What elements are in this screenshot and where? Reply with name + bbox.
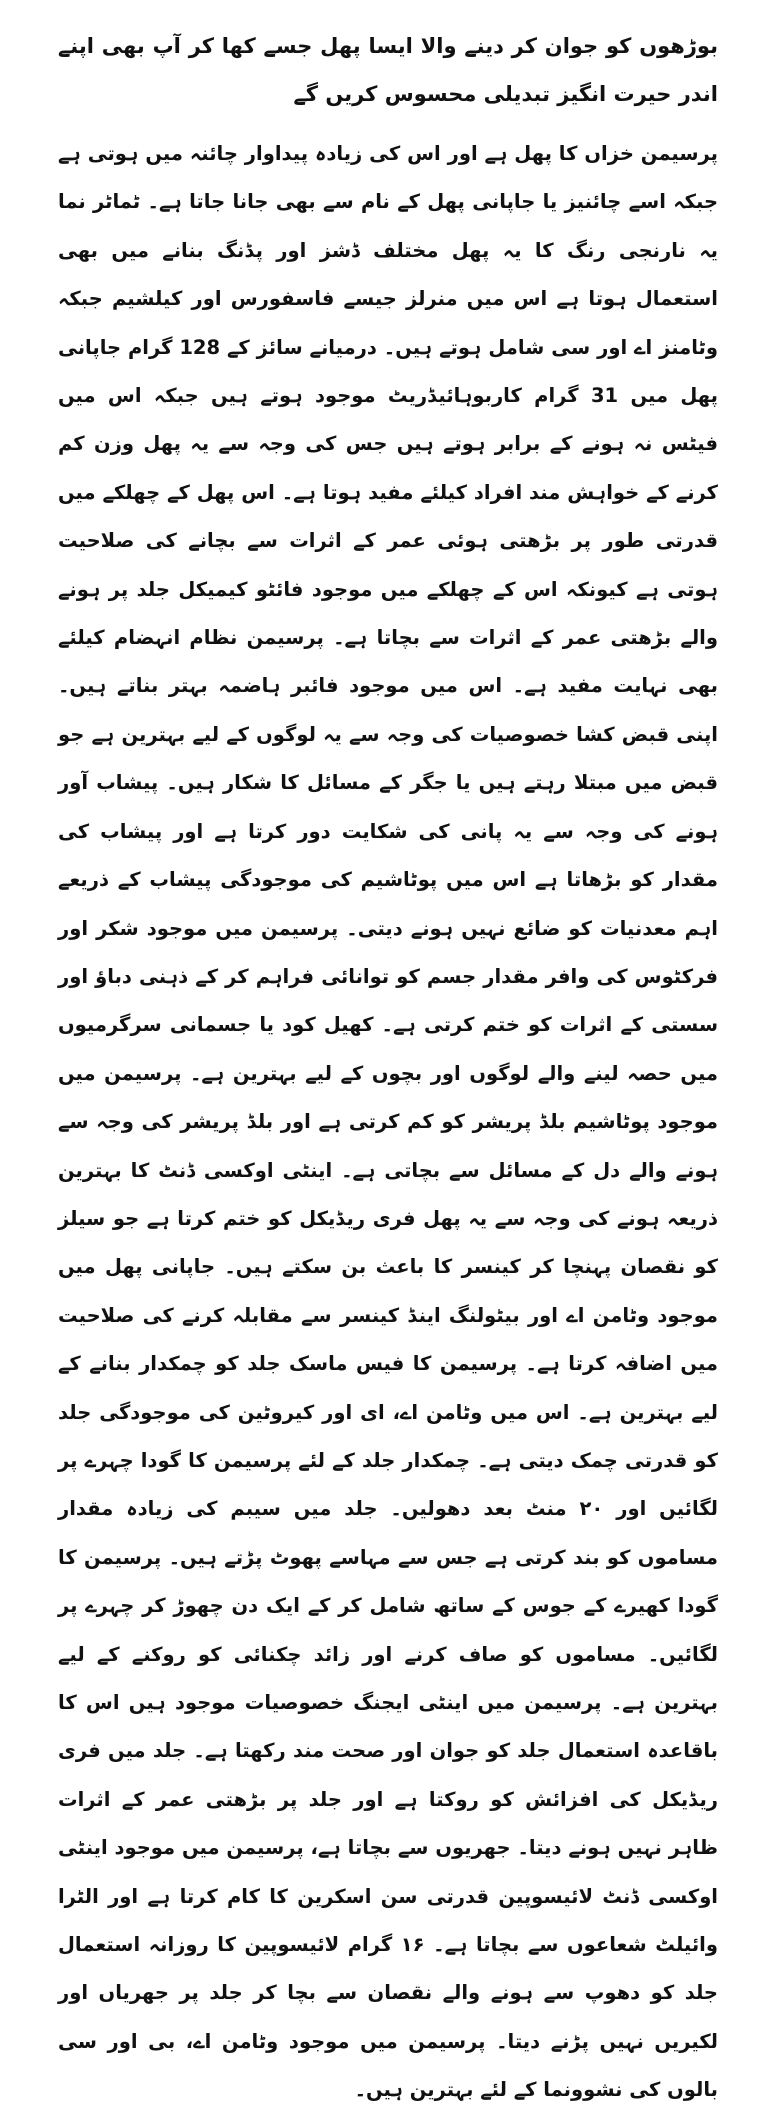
article-headline: بوڑھوں کو جوان کر دینے والا ایسا پھل جسے کھا کر آپ بھی اپنے اندر حیرت انگیز تبدیلی محسوس کریں گے bbox=[58, 34, 718, 106]
article-body: پرسیمن خزاں کا پھل ہے اور اس کی زیادہ پیداوار چائنہ میں ہوتی ہے جبکہ اسے چائنیز یا جاپانی پھل کے نام سے بھی جانا جاتا ہے۔ ٹماٹر نما یہ نارنجی رنگ کا یہ پھل مختلف ڈشز اور پڈنگ بنانے میں بھی استعمال ہوتا ہے اس میں منرلز جیسے فاسفورس اور کیلشیم جبکہ وٹامنز اے اور سی شامل ہوتے ہیں۔ درمیانے سائز کے 128 گرام جاپانی پھل میں 31 گرام کاربوہائیڈریٹ موجود ہوتے ہیں جبکہ اس میں فیٹس نہ ہونے کے برابر ہوتے ہیں جس کی وجہ سے یہ پھل وزن کم کرنے کے خواہش مند افراد کیلئے مفید ہوتا ہے۔ اس پھل کے چھلکے میں قدرتی طور پر بڑھتی ہوئی عمر کے اثرات سے بچانے کی صلاحیت ہوتی ہے کیونکہ اس کے چھلکے میں موجود فائٹو کیمیکل جلد پر ہونے والے بڑھتی عمر کے اثرات سے بچاتا ہے۔ پرسیمن نظام انہضام کیلئے بھی نہایت مفید ہے۔ اس میں موجود فائبر ہاضمہ بہتر بناتے ہیں۔ اپنی قبض کشا خصوصیات کی وجہ سے یہ لوگوں کے لیے بہترین ہے جو قبض میں مبتلا رہتے ہیں یا جگر کے مسائل کا شکار ہیں۔ پیشاب آور ہونے کی وجہ سے یہ پانی کی شکایت دور کرتا ہے اور پیشاب کی مقدار کو بڑھاتا ہے اس میں پوٹاشیم کی موجودگی پیشاب کے ذریعے اہم معدنیات کو ضائع نہیں ہونے دیتی۔ پرسیمن میں موجود شکر اور فرکٹوس کی وافر مقدار جسم کو توانائی فراہم کر کے ذہنی دباؤ اور سستی کے اثرات کو ختم کرتی ہے۔ کھیل کود یا جسمانی سرگرمیوں میں حصہ لینے والے لوگوں اور بچوں کے لیے بہترین ہے۔ پرسیمن میں موجود پوٹاشیم بلڈ پریشر کو کم کرتی ہے اور بلڈ پریشر کی وجہ سے ہونے والے دل کے مسائل سے بچاتی ہے۔ اینٹی اوکسی ڈنٹ کا بہترین ذریعہ ہونے کی وجہ سے یہ پھل فری ریڈیکل کو ختم کرتا ہے جو سیلز کو نقصان پہنچا کر کینسر کا باعث بن سکتے ہیں۔ جاپانی پھل میں موجود وٹامن اے اور بیٹولنگ اینڈ کینسر سے مقابلہ کرنے کی صلاحیت میں اضافہ کرتا ہے۔ پرسیمن کا فیس ماسک جلد کو چمکدار بنانے کے لیے بہترین ہے۔ اس میں وٹامن اے، ای اور کیروٹین کی موجودگی جلد کو قدرتی چمک دیتی ہے۔ چمکدار جلد کے لئے پرسیمن کا گودا چہرے پر لگائیں اور ۲۰ منٹ بعد دھولیں۔ جلد میں سیبم کی زیادہ مقدار مساموں کو بند کرتی ہے جس سے مہاسے پھوٹ پڑتے ہیں۔ پرسیمن کا گودا کھیرے کے جوس کے ساتھ شامل کر کے ایک دن چھوڑ کر چہرے پر لگائیں۔ مساموں کو صاف کرنے اور زائد چکنائی کو روکنے کے لیے بہترین ہے۔ پرسیمن میں اینٹی ایجنگ خصوصیات موجود ہیں اس کا باقاعدہ استعمال جلد کو جوان اور صحت مند رکھتا ہے۔ جلد میں فری ریڈیکل کی افزائش کو روکتا ہے اور جلد پر بڑھتی عمر کے اثرات ظاہر نہیں ہونے دیتا۔ جھریوں سے بچاتا ہے، پرسیمن میں موجود اینٹی اوکسی ڈنٹ لائیسوپین قدرتی سن اسکرین کا کام کرتا ہے اور الٹرا وائیلٹ شعاعوں سے بچاتا ہے۔ ۱۶ گرام لائیسوپین کا روزانہ استعمال جلد کو دھوپ سے ہونے والے نقصان سے بچا کر جلد پر جھریاں اور لکیریں نہیں پڑنے دیتا۔ پرسیمن میں موجود وٹامن اے، بی اور سی بالوں کی نشوونما کے لئے بہترین ہیں۔ bbox=[58, 142, 718, 2102]
